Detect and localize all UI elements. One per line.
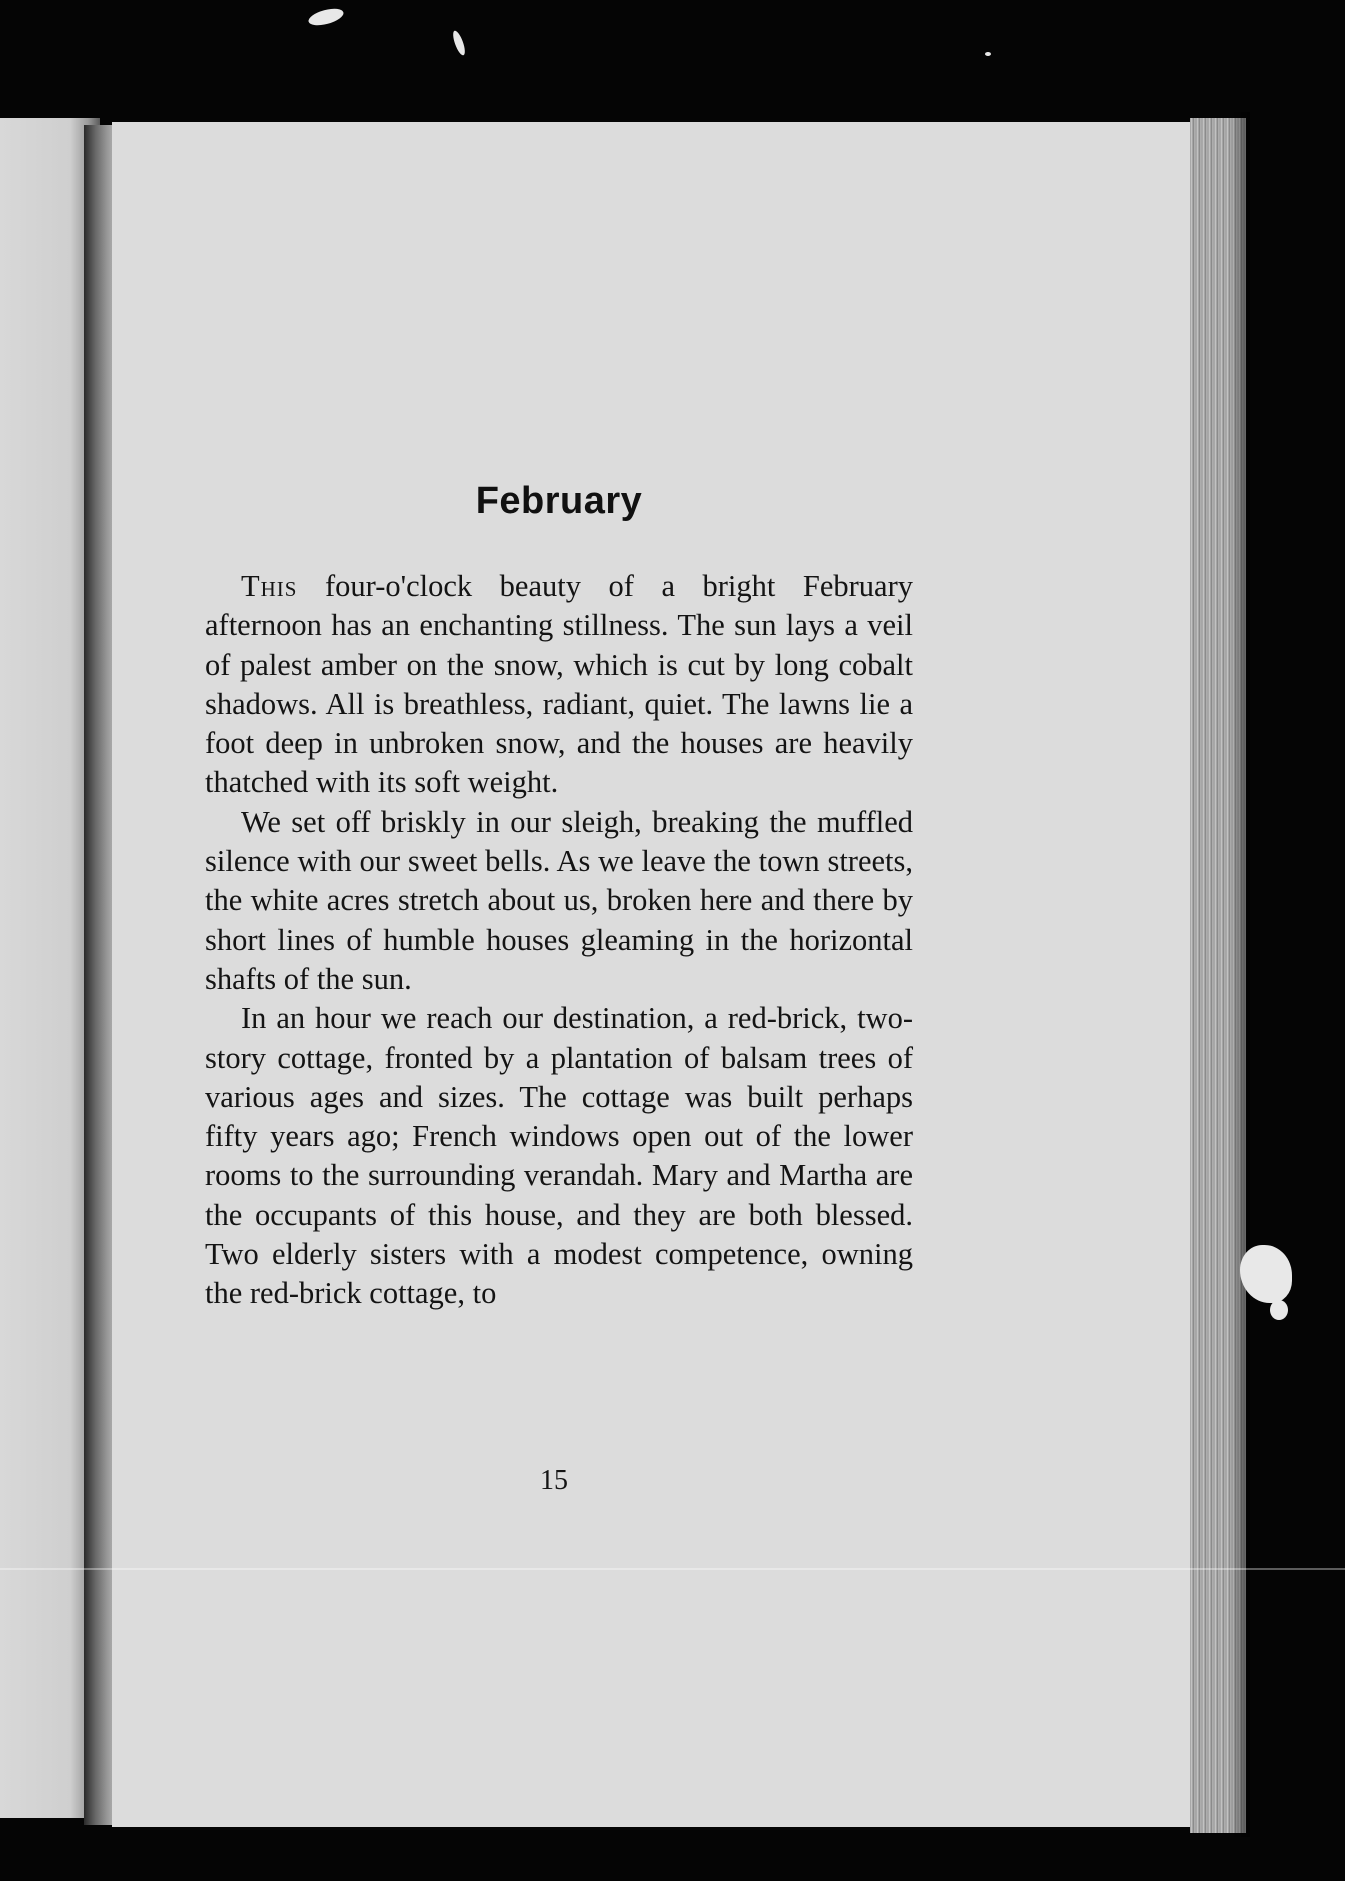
paragraph-1 bbox=[205, 567, 913, 803]
page-number: 15 bbox=[540, 1465, 568, 1496]
page-text-block bbox=[205, 480, 913, 1314]
opening-word: This bbox=[241, 569, 298, 603]
scan-line bbox=[0, 1568, 1345, 1570]
dust-speck bbox=[985, 52, 991, 56]
paragraph-2: We set off briskly in our sleigh, breaking the muffled silence with our sweet bells. As we leave the town streets, the white acres stretch about us, broken here and there by short lines of humble houses gleaming in the horizontal shafts of the sun. bbox=[205, 804, 913, 996]
paper-damage-spot bbox=[1270, 1300, 1288, 1320]
page-edge-shadow bbox=[1230, 112, 1250, 1837]
paragraph-3: In an hour we reach our destination, a red-brick, two-story cottage, fronted by a plantation of balsam trees of various ages and sizes. The cottage was built perhaps fifty years ago; French windows open out of the lower rooms to the surrounding verandah. Mary and Martha are the occupants of this house, and they are both blessed. Two elderly sisters with a modest competence, owning the red-brick cottage, to bbox=[205, 1001, 913, 1311]
paragraph-1-text: four-o'clock beauty of a bright February afternoon has an enchanting stillness. The sun lays a veil of palest amber on the snow, which is cut by long cobalt shadows. All is breathless, radiant, quiet. The lawns lie a foot deep in unbroken snow, and the houses are heavily thatched with its soft weight. bbox=[205, 569, 913, 800]
chapter-title: February bbox=[475, 480, 643, 522]
